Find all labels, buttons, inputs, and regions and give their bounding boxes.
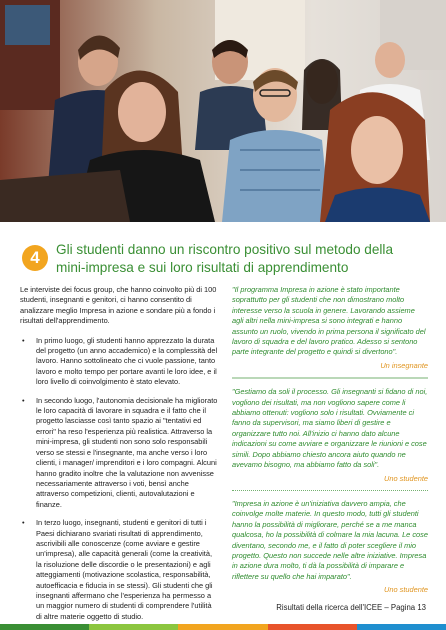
- quote-author: Uno studente: [384, 473, 428, 483]
- color-bar: [0, 624, 446, 630]
- color-bar-segment: [178, 624, 267, 630]
- section-heading: Gli studenti danno un riscontro positivo sul metodo della mini-impresa e sui loro risultati di apprendimento: [56, 242, 394, 275]
- intro-paragraph: Le interviste dei focus group, che hanno coinvolto più di 100 studenti, insegnanti e genitori, ci hanno consentito di analizzare meglio Impresa in azione e sondare più a fondo i risultati dell'apprendimento.: [20, 285, 217, 326]
- list-item: [20, 396, 218, 510]
- bullet-text: In secondo luogo, l'autonomia decisionale ha migliorato le loro capacità di lavorare in squadra e il fatto che il progetto lasciasse così tanto spazio ai "tentativi ed errori" ha reso l'esperienza più realistica. Attraverso la mini-impresa, gli studenti non sono solo responsabili verso se stessi e l'insegnante, ma anche verso i loro clienti, i manager/ imprenditori e i loro compagni. Alcuni hanno gradito inoltre che la valutazione non avvenisse necessariamente attraverso i voti, bensì anche attraverso competizioni, clienti, autovalutazioni e finanze.: [36, 395, 218, 509]
- bullet-text: In terzo luogo, insegnanti, studenti e genitori di tutti i Paesi dichiarano svariati risultati di apprendimento, ascrivibili alle conoscenze (come avviare e gestire un'impresa), alle capacità generali (come la creatività, la risoluzione delle discordie o le presentazioni) e agli atteggiamenti (motivazione scolastica, responsabilità, autoefficacia e fiducia in se stessi). Gli studenti che gli insegnanti affermano che l'esperienza ha permesso a un maggior numero di studenti di comprendere l'utilità di altre materie oggetto di studio.: [36, 518, 213, 621]
- bullet-icon: •: [22, 518, 25, 528]
- list-item: [20, 336, 218, 388]
- quote-text: "Il programma Impresa in azione è stato importante soprattutto per gli studenti che non dimostrano molto interesse verso la scuola in genere. Lavorando assieme agli altri nella mini-impresa si sono integrati e hanno assunto un ruolo, vivendo in prima persona il significato del lavoro di squadra e del lavoro pratico. Adesso si sentono parte integrante del progetto e quindi si divertono".: [232, 285, 426, 357]
- page-footer: Risultati della ricerca dell'ICEE – Pagina 13: [276, 603, 426, 612]
- quote-author: Uno studente: [384, 585, 428, 595]
- color-bar-segment: [268, 624, 357, 630]
- color-bar-segment: [0, 624, 89, 630]
- quote-text: "Impresa in azione è un'iniziativa davvero ampia, che coinvolge molte materie. In questo modo, tutti gli studenti hanno la possibilità di migliorare, perché se a me manca qualcosa, ho la possibilità di colmare la mia lacuna. Le cose diventano, secondo me, e il fatto di poter scegliere il mio progetto. Questo non succede nelle altre iniziative. Impresa in azione dura molto, ti dà la possibilità di imparare e riflettere su quello che hai imparato".: [232, 498, 428, 581]
- quote-author: Un insegnante: [380, 360, 428, 370]
- bullet-text: In primo luogo, gli studenti hanno apprezzato la durata del progetto (un anno accademico) e la complessità del lavoro. Hanno sottolineato che ci vuole passione, tanto lavoro e molto tempo per portare avanti le loro idee, e il loro livello di coinvolgimento è stato elevato.: [36, 335, 218, 387]
- bullet-icon: •: [22, 335, 25, 345]
- quote-divider: [232, 377, 428, 379]
- right-column: [232, 285, 428, 596]
- bullet-list: [20, 336, 218, 623]
- section-number-badge: 4: [22, 245, 48, 271]
- quote-text: "Gestiamo da soli il processo. Gli insegnanti si fidano di noi, vogliono dei risultati, ma non vogliono sapere come li abbiamo ottenuti: vogliono solo i risultati. Ovviamente ci fanno da supervisori, ma siamo liberi di gestire e organizzare tutto noi. All'inizio ci hanno dato alcune indicazioni su come avviare e organizzare le riunioni e cose simili. Dopo abbiamo chiesto ancora aiuto quando ne avevamo bisogno, ma abbiamo fatto da soli".: [232, 387, 428, 470]
- list-item: [20, 518, 218, 622]
- color-bar-segment: [89, 624, 178, 630]
- students-photo: [0, 0, 446, 222]
- color-bar-segment: [357, 624, 446, 630]
- quote-divider: [232, 490, 428, 491]
- header-photo: [0, 0, 446, 222]
- left-column: [20, 285, 218, 630]
- bullet-icon: •: [22, 395, 25, 405]
